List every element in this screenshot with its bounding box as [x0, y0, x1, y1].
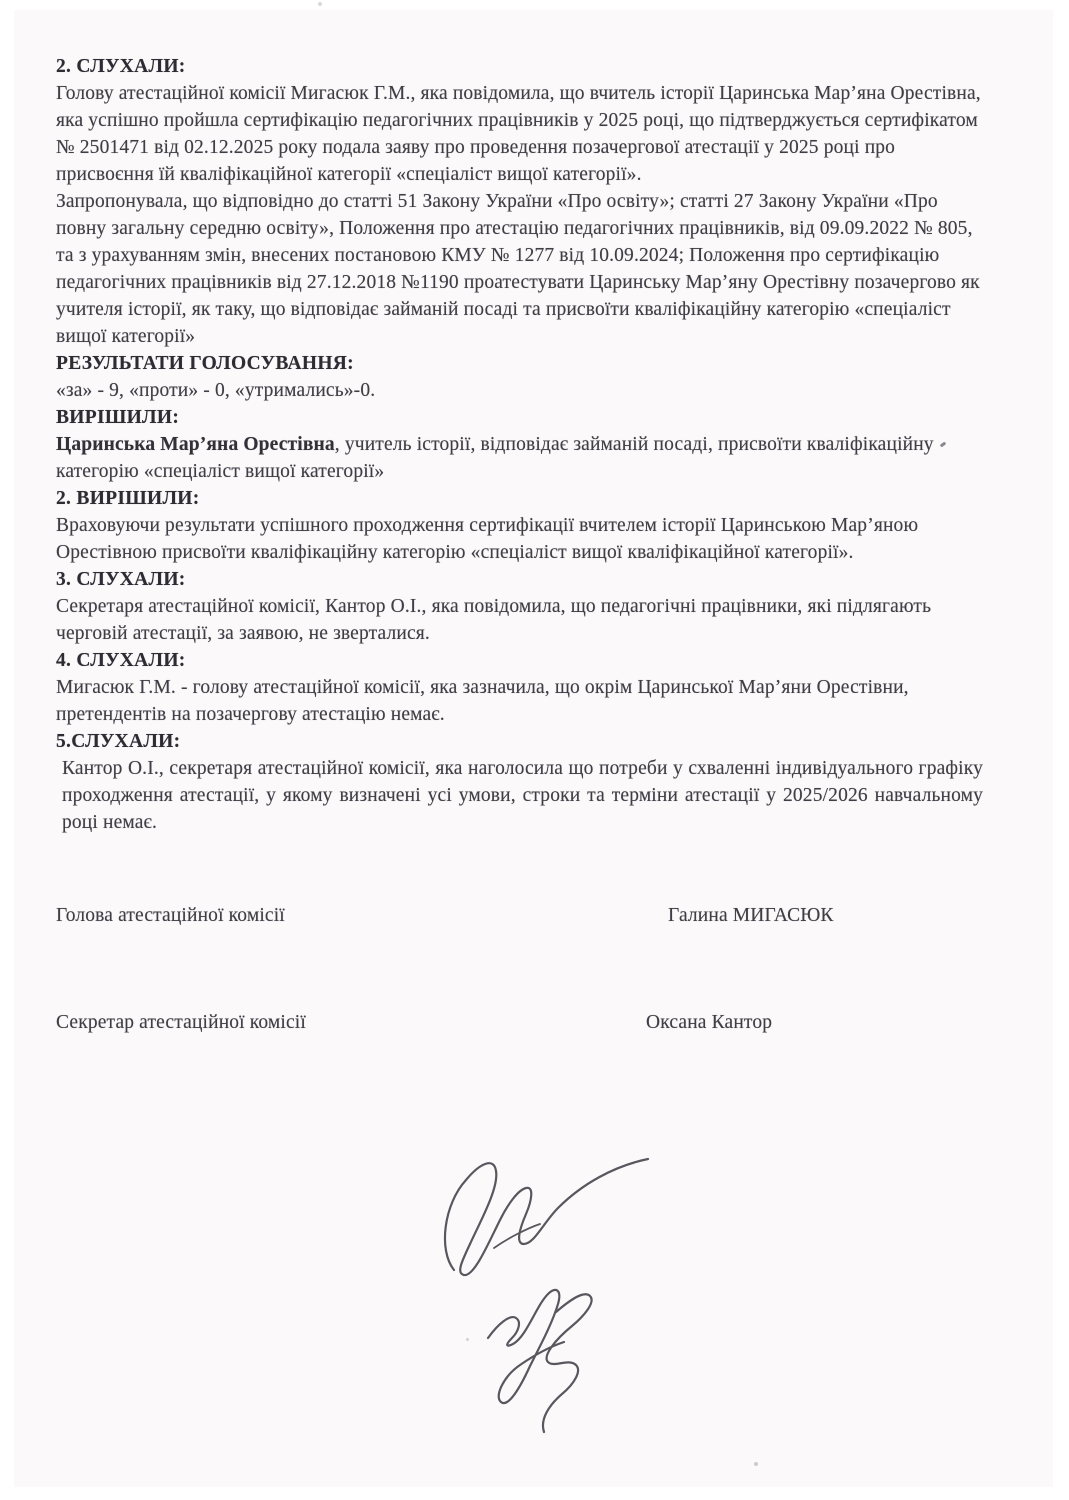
decided-heading: ВИРІШИЛИ: — [56, 407, 180, 428]
section-4-sluhaly-body: Мигасюк Г.М. - голову атестаційної комісії, яка зазначила, що окрім Царинської Мар’яни Орестівни, претендентів на позачергову атестацію немає. — [56, 677, 909, 725]
signature-label-secretary: Секретар атестаційної комісії — [56, 1012, 306, 1033]
vote-results-heading: РЕЗУЛЬТАТИ ГОЛОСУВАННЯ: — [56, 353, 354, 374]
signature-row-secretary — [56, 1009, 983, 1036]
scan-artifact — [466, 1338, 469, 1341]
section-4-sluhaly-heading: 4. СЛУХАЛИ: — [56, 650, 186, 671]
signature-name-secretary: Оксана Кантор — [646, 1012, 773, 1033]
scan-artifact — [318, 2, 322, 6]
section-2-sluhaly-heading: 2. СЛУХАЛИ: — [56, 56, 186, 77]
decided-body-rest: , учитель історії, відповідає займаній посаді, присвоїти кваліфікаційну категорію «спеціаліст вищої категорії» — [56, 434, 934, 482]
signature-label-head: Голова атестаційної комісії — [56, 905, 285, 926]
scan-artifact — [754, 1462, 758, 1466]
section-3-sluhaly-body: Секретаря атестаційної комісії, Кантор О.І., яка повідомила, що педагогічні працівники, які підлягають черговій атестації, за заявою, не зверталися. — [56, 596, 932, 644]
section-5-sluhaly-heading: 5.СЛУХАЛИ: — [56, 731, 181, 752]
document-page — [14, 10, 1053, 1487]
signature-row-head — [56, 902, 983, 929]
section-2-decided-heading: 2. ВИРІШИЛИ: — [56, 488, 200, 509]
section-2-decided-body: Враховуючи результати успішного проходження сертифікації вчителем історії Царинською Мар’яною Орестівною присвоїти кваліфікаційну категорію «спеціаліст вищої кваліфікаційної категорії». — [56, 515, 919, 563]
vote-results-line: «за» - 9, «проти» - 0, «утримались»-0. — [56, 380, 376, 401]
signature-name-head: Галина МИГАСЮК — [668, 905, 834, 926]
handwritten-signature-secretary — [482, 1282, 612, 1437]
section-5-sluhaly-body: Кантор О.І., секретаря атестаційної комісії, яка наголосила що потреби у схваленні індивідуального графіку проходження атестації, у якому визначені усі умови, строки та терміни атестації у 2025/2026 навчальному році немає. — [62, 758, 983, 833]
handwritten-signature-head — [436, 1152, 656, 1292]
decided-body — [56, 431, 983, 485]
section-3-sluhaly-heading: 3. СЛУХАЛИ: — [56, 569, 186, 590]
section-2-proposal: Запропонувала, що відповідно до статті 51 Закону України «Про освіту»; статті 27 Закону України «Про повну загальну середню освіту», Положення про атестацію педагогічних працівників, від 09.09.2022 № 805, та з урахуванням змін, внесених постановою КМУ № 1277 від 10.09.2024; Положення про сертифікацію педагогічних працівників від 27.12.2018 №1190 проатестувати Царинську Мар’яну Орестівну позачергово як учителя історії, як таку, що відповідає займаній посаді та присвоїти кваліфікаційну категорію «спеціаліст вищої категорії» — [56, 191, 980, 347]
section-2-sluhaly-body: Голову атестаційної комісії Мигасюк Г.М., яка повідомила, що вчитель історії Царинська Мар’яна Орестівна, яка успішно пройшла сертифікацію педагогічних працівників у 2025 році, що підтверджується сертифікатом № 2501471 від 02.12.2025 року подала заяву про проведення позачергової атестації у 2025 році про присвоєння їй кваліфікаційної категорії «спеціаліст вищої категорії». — [56, 83, 981, 185]
decided-person-name: Царинська Мар’яна Орестівна — [56, 434, 335, 455]
